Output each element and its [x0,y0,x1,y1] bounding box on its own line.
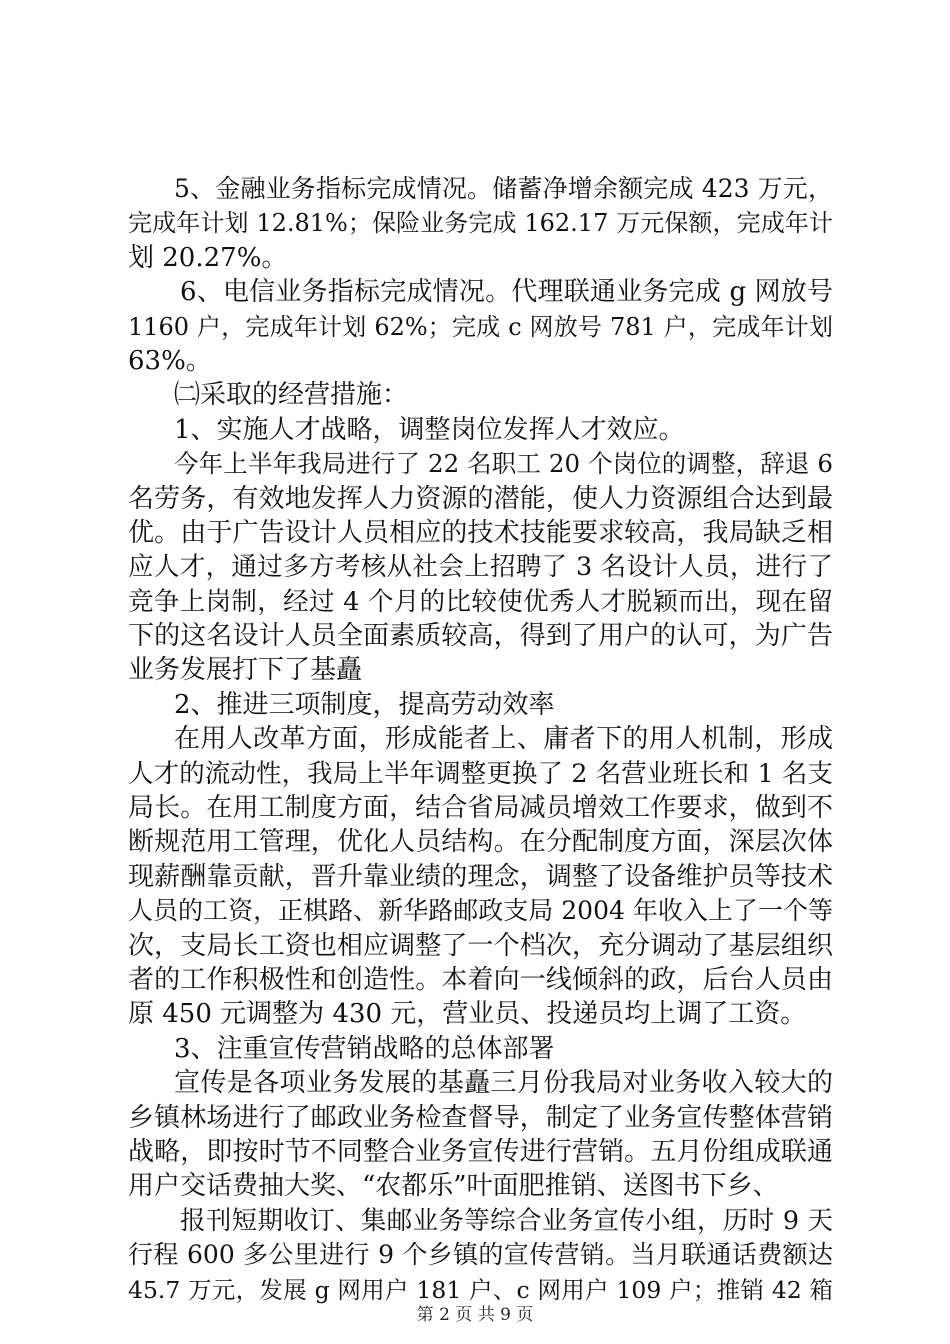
paragraph-line: 优。由于广告设计人员相应的技术技能要求较高，我局缺乏相 [128,517,833,548]
paragraph-line: 业务发展打下了基矗 [128,655,363,686]
paragraph-line: 报刊短期收订、集邮业务等综合业务宣传小组，历时 9 天 [180,1205,833,1236]
paragraph-line: 竞争上岗制，经过 4 个月的比较使优秀人才脱颖而出，现在留 [128,586,833,617]
paragraph-line: 63%。 [128,345,212,376]
paragraph-line: 宣传是各项业务发展的基矗三月份我局对业务收入较大的 [174,1068,833,1099]
document-body [128,172,833,1307]
paragraph-line: 次，支局长工资也相应调整了一个档次，充分调动了基层组织 [128,930,833,961]
subsection-heading: 1、实施人才战略，调整岗位发挥人才效应。 [174,414,685,445]
paragraph-line: 下的这名设计人员全面素质较高，得到了用户的认可，为广告 [128,621,833,652]
paragraph-line: 断规范用工管理，优化人员结构。在分配制度方面，深层次体 [128,827,833,858]
paragraph-line: 完成年计划 12.81%；保险业务完成 162.17 万元保额，完成年计 [128,209,833,238]
paragraph-line: 1160 户，完成年计划 62%；完成 c 网放号 781 户，完成年计划 [128,312,833,341]
paragraph-line: 应人才，通过多方考核从社会上招聘了 3 名设计人员，进行了 [128,552,833,583]
paragraph-line: 5、金融业务指标完成情况。储蓄净增余额完成 423 万元， [174,174,833,203]
paragraph-line: 行程 600 多公里进行 9 个乡镇的宣传营销。当月联通话费额达 [128,1240,833,1270]
paragraph-line: 乡镇林场进行了邮政业务检查督导，制定了业务宣传整体营销 [128,1102,833,1133]
paragraph-line: 6、电信业务指标完成情况。代理联通业务完成 g 网放号 [180,277,833,308]
page-footer: 第 2 页 共 9 页 [416,1305,534,1325]
paragraph-line: 在用人改革方面，形成能者上、庸者下的用人机制，形成 [174,724,833,755]
paragraph-line: 人员的工资，正棋路、新华路邮政支局 2004 年收入上了一个等 [128,896,833,926]
paragraph-line: 45.7 万元，发展 g 网用户 181 户、c 网用户 109 户；推销 42 箱 [128,1275,833,1304]
paragraph-line: 局长。在用工制度方面，结合省局减员增效工作要求，做到不 [128,793,833,824]
paragraph-line: 战略，即按时节不同整合业务宣传进行营销。五月份组成联通 [128,1136,833,1167]
subsection-heading: 2、推进三项制度，提高劳动效率 [174,689,555,720]
paragraph-line: 人才的流动性，我局上半年调整更换了 2 名营业班长和 1 名支 [128,758,833,789]
paragraph-line: 划 20.27%。 [128,242,288,273]
subsection-heading: 3、注重宣传营销战略的总体部署 [174,1033,555,1064]
paragraph-line: 者的工作积极性和创造性。本着向一线倾斜的政，后台人员由 [128,964,833,995]
paragraph-line: 名劳务，有效地发挥人力资源的潜能，使人力资源组合达到最 [128,483,833,514]
section-heading: ㈡采取的经营措施： [174,380,409,411]
paragraph-line: 今年上半年我局进行了 22 名职工 20 个岗位的调整，辞退 6 [174,449,833,479]
paragraph-line: 现薪酬靠贡献，晋升靠业绩的理念，调整了设备维护员等技术 [128,861,833,892]
paragraph-line: 用户交话费抽大奖、“农都乐”叶面肥推销、送图书下乡、 [128,1171,779,1202]
paragraph-line: 原 450 元调整为 430 元，营业员、投递员均上调了工资。 [128,999,807,1030]
